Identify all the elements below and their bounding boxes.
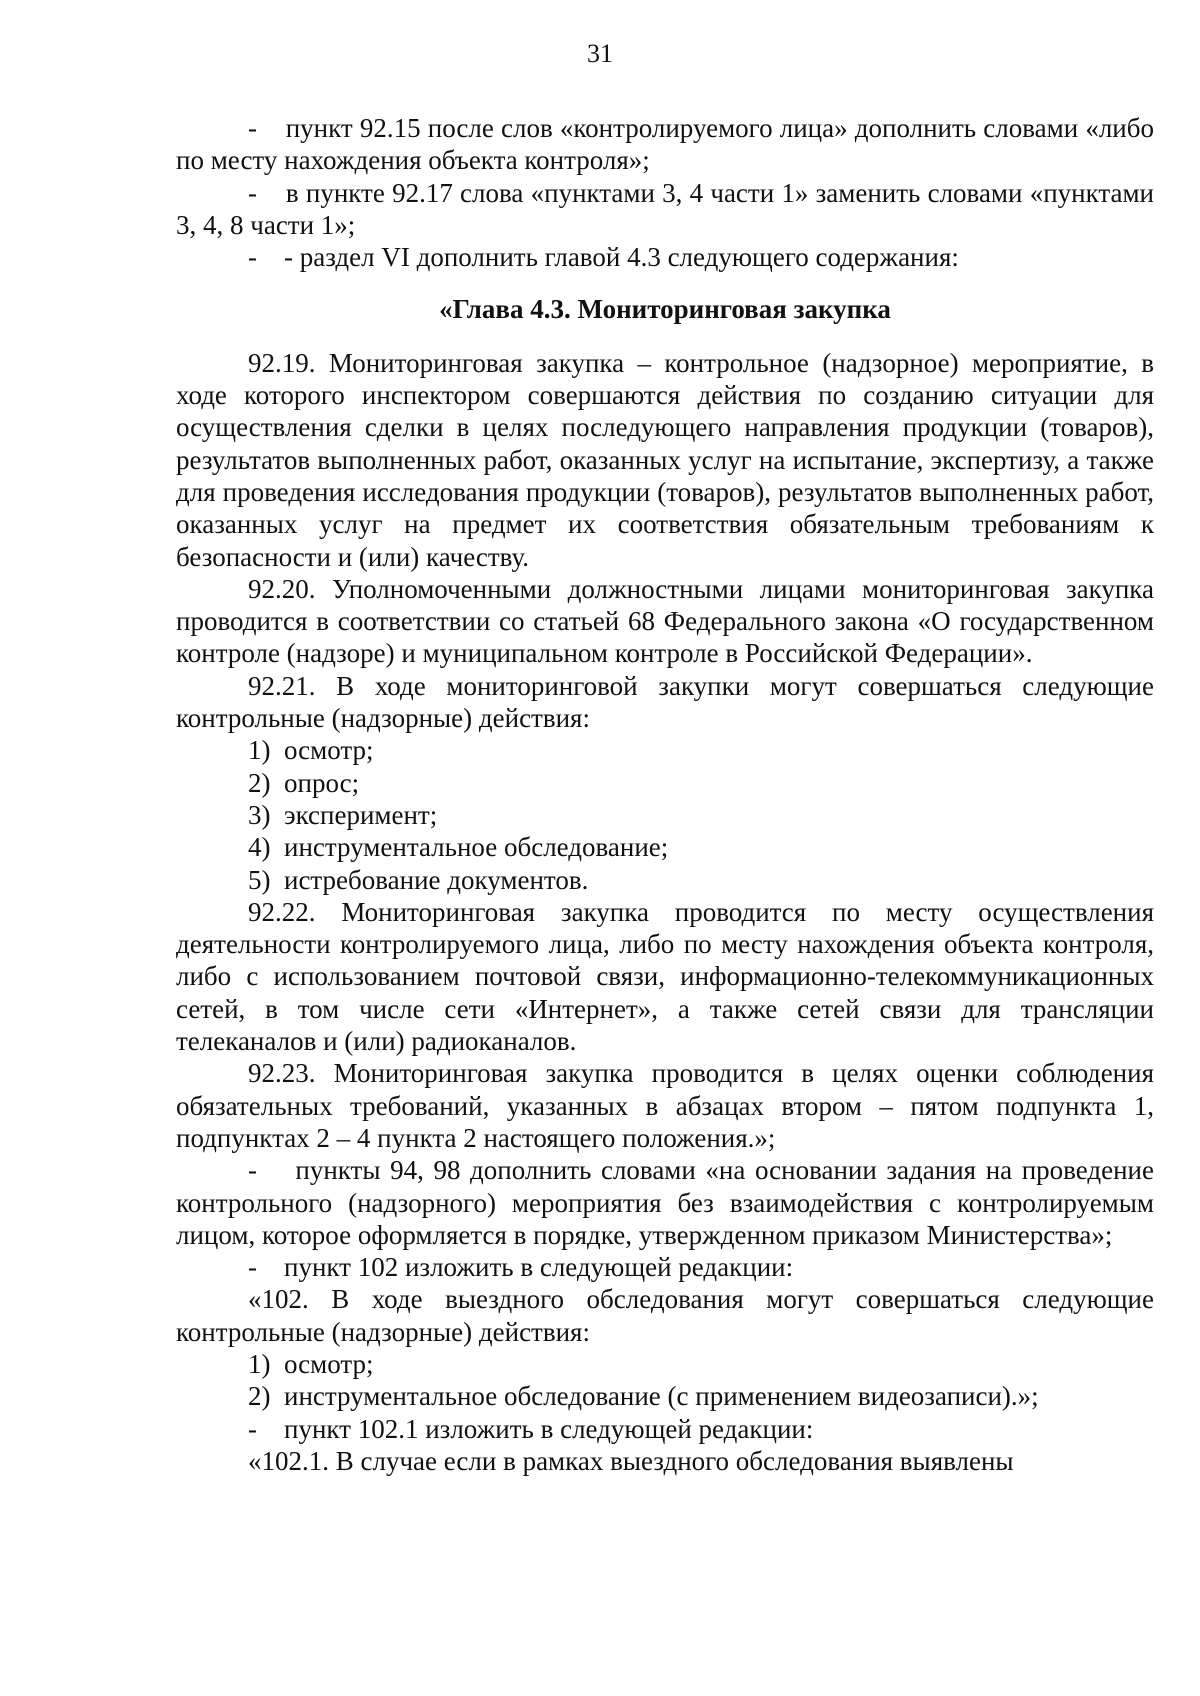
paragraph: 92.23. Мониторинговая закупка проводится в целях оценки соблюдения обязательных требований, указанных в абзацах втором – пятом подпункта 1, подпунктах 2 – 4 пункта 2 настоящего положения.»; (176, 1058, 1154, 1153)
amendment-item: - - раздел VI дополнить главой 4.3 следующего содержания: (248, 242, 959, 273)
page-number: 31 (587, 39, 613, 68)
list-number: 1) (248, 735, 271, 766)
paragraph: 92.20. Уполномоченными должностными лицами мониторинговая закупка проводится в соответствии со статьей 68 Федерального закона «О государственном контроле (надзоре) и муниципальном контроле в Российской Федерации». (176, 573, 1154, 669)
amendment-item: - пункт 92.15 после слов «контролируемого лица» дополнить словами «либо по месту нахождения объекта контроля»; (176, 113, 1154, 176)
list-text: осмотр; (284, 1348, 374, 1379)
list-text: инструментальное обследование (с применением видеозаписи).»; (284, 1381, 1039, 1412)
list-text: опрос; (284, 767, 360, 798)
paragraph: «102. В ходе выездного обследования могут совершаться следующие контрольные (надзорные) действия: (176, 1284, 1154, 1347)
list-item (176, 864, 1154, 896)
list-number: 2) (248, 1381, 271, 1412)
list-item (176, 799, 1154, 831)
paragraph: «102.1. В случае если в рамках выездного обследования выявлены (248, 1445, 1014, 1476)
paragraph: 92.19. Мониторинговая закупка – контрольное (надзорное) мероприятие, в ходе которого инспектором совершаются действия по созданию ситуации для осуществления сделки в целях последующего направления продукции (товаров), результатов выполненных работ, оказанных услуг на испытание, экспертизу, а также для проведения исследования продукции (товаров), результатов выполненных работ, оказанных услуг на предмет их соответствия обязательным требованиям к безопасности и (или) качеству. (176, 347, 1154, 572)
list-number: 1) (248, 1348, 271, 1379)
list-number: 5) (248, 864, 271, 895)
amendment-item: - пункты 94, 98 дополнить словами «на основании задания на проведение контрольного (надзорного) мероприятия без взаимодействия с контролируемым лицом, которое оформляется в порядке, утвержденном приказом Министерства»; (176, 1155, 1154, 1250)
list-item (176, 1348, 1154, 1380)
document-body (176, 112, 1154, 1477)
list-item (176, 831, 1154, 863)
list-item (176, 734, 1154, 766)
list-number: 2) (248, 767, 271, 798)
amendment-item: - пункт 102.1 изложить в следующей редакции: (248, 1413, 814, 1444)
list-text: инструментальное обследование; (284, 832, 669, 863)
list-item (176, 767, 1154, 799)
list-text: осмотр; (284, 735, 374, 766)
chapter-heading: «Глава 4.3. Мониторинговая закупка (439, 294, 891, 325)
list-number: 3) (248, 799, 271, 830)
list-text: эксперимент; (284, 799, 438, 830)
amendment-item: - в пункте 92.17 слова «пунктами 3, 4 части 1» заменить словами «пунктами 3, 4, 8 части 1»; (176, 177, 1154, 240)
list-item (176, 1380, 1154, 1412)
amendment-item: - пункт 102 изложить в следующей редакции: (248, 1252, 794, 1283)
list-text: истребование документов. (284, 864, 589, 895)
list-number: 4) (248, 832, 271, 863)
paragraph: 92.21. В ходе мониторинговой закупки могут совершаться следующие контрольные (надзорные) действия: (176, 670, 1154, 734)
paragraph: 92.22. Мониторинговая закупка проводится по месту осуществления деятельности контролируемого лица, либо по месту нахождения объекта контроля, либо с использованием почтовой связи, информационно-телекоммуникационных сетей, в том числе сети «Интернет», а также сетей связи для трансляции телеканалов и (или) радиоканалов. (176, 896, 1154, 1057)
